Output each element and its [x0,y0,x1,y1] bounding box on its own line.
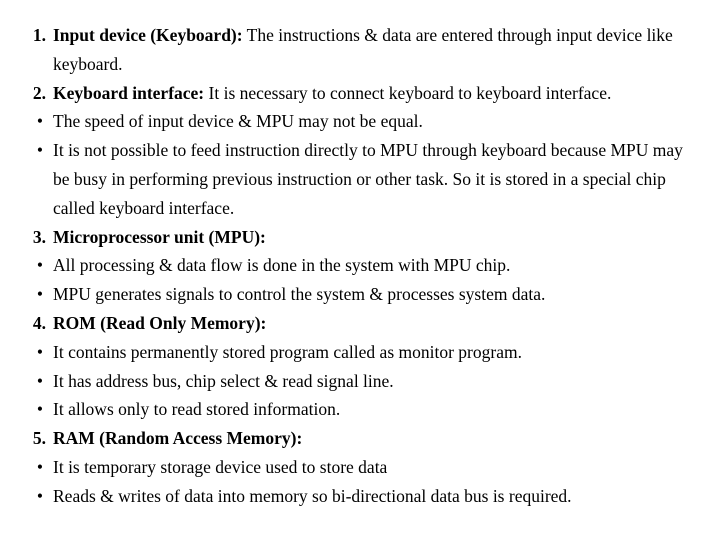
list-number: 2. [32,82,46,103]
bullet-icon: • [36,456,44,477]
bullet-item [0,136,720,222]
bullet-item [0,453,720,482]
item-heading: Input device (Keyboard): [53,25,243,45]
item-heading: ROM (Read Only Memory): [53,312,267,333]
list-item-4 [0,309,720,338]
item-text: It is not possible to feed instruction directly to MPU through keyboard because MPU may be busy in performing previous instruction or other task. So it is stored in a special chip called keyboard interface. [53,140,683,218]
item-heading: Microprocessor unit (MPU): [53,226,266,247]
item-text: It has address bus, chip select & read signal line. [53,370,394,391]
bullet-icon: • [36,399,44,420]
bullet-icon: • [36,255,44,276]
item-heading: RAM (Random Access Memory): [53,428,303,449]
list-number: 4. [32,312,46,333]
item-text: It is temporary storage device used to store data [53,456,388,477]
item-text: The speed of input device & MPU may not be equal. [53,111,423,132]
list-number: 5. [32,428,46,449]
bullet-item [0,338,720,367]
bullet-item [0,395,720,424]
list-item-1 [0,21,720,79]
item-text: The instructions & data are entered through input device like keyboard. [53,25,673,74]
bullet-item [0,482,720,511]
item-text: MPU generates signals to control the system & processes system data. [53,284,546,305]
item-text: It is necessary to connect keyboard to keyboard interface. [204,82,612,103]
list-number: 1. [32,25,46,45]
bullet-item [0,367,720,396]
item-text: All processing & data flow is done in the system with MPU chip. [53,255,511,276]
bullet-item [0,107,720,136]
list-item-5 [0,424,720,453]
bullet-icon: • [36,485,44,506]
bullet-icon: • [36,341,44,362]
bullet-item [0,251,720,280]
list-number: 3. [32,226,46,247]
list-item-2 [0,79,720,108]
list-item-3 [0,223,720,252]
bullet-icon: • [36,111,44,132]
item-text: Reads & writes of data into memory so bi-directional data bus is required. [53,485,572,506]
bullet-item [0,280,720,309]
item-text: It allows only to read stored information. [53,399,341,420]
item-heading: Keyboard interface: [53,82,205,103]
bullet-icon: • [36,370,44,391]
bullet-icon: • [36,284,44,305]
bullet-icon: • [36,140,44,161]
item-text: It contains permanently stored program called as monitor program. [53,341,522,362]
